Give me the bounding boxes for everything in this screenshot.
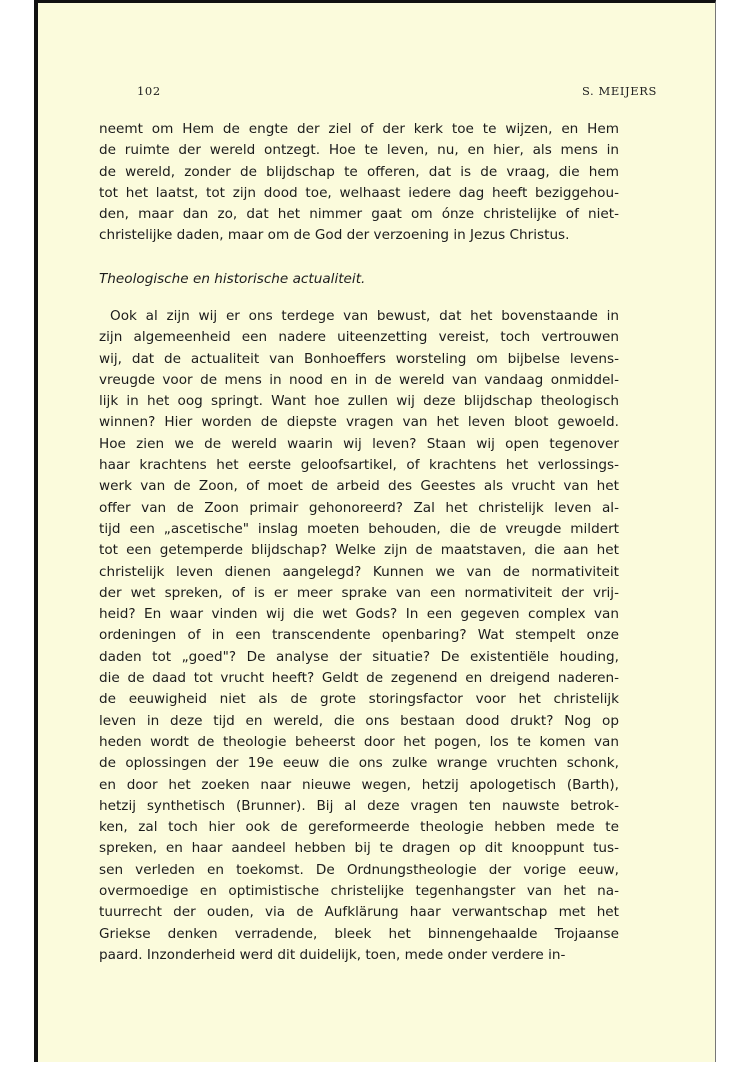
text-line: haar krachtens het eerste geloofsartikel, of krachtens het verlossings- <box>99 457 619 474</box>
text-line: daden tot „goed"? De analyse der situatie? De existentiële houding, <box>99 648 619 665</box>
text-line: tuurrecht der ouden, via de Aufklärung haar verwantschap met het <box>99 904 619 921</box>
page-number: 102 <box>137 84 161 98</box>
text-line: christelijke daden, maar om de God der verzoening in Jezus Christus. <box>99 227 570 244</box>
section-heading: Theologische en historische actualiteit. <box>99 271 366 287</box>
text-line: de wereld, zonder de blijdschap te offeren, dat is de vraag, die hem <box>99 163 619 180</box>
paragraph-2 <box>99 306 619 966</box>
text-line: tot het laatst, tot zijn dood toe, welhaast iedere dag heeft beziggehou- <box>99 184 619 201</box>
text-line: paard. Inzonderheid werd dit duidelijk, toen, mede onder verdere in- <box>99 946 566 963</box>
text-line: de eeuwigheid niet als de grote storingsfactor voor het christelijk <box>99 691 619 708</box>
text-line: spreken, en haar aandeel hebben bij te dragen op dit knooppunt tus- <box>99 840 619 857</box>
text-line: sen verleden en toekomst. De Ordnungstheologie der vorige eeuw, <box>99 861 619 878</box>
text-line: tot een getemperde blijdschap? Welke zijn de maatstaven, die aan het <box>99 542 619 559</box>
text-line: christelijk leven dienen aangelegd? Kunnen we van de normativiteit <box>99 563 619 580</box>
text-line: heden wordt de theologie beheerst door het pogen, los te komen van <box>99 733 619 750</box>
running-head: S. MEIJERS <box>581 84 657 98</box>
text-line: Hoe zien we de wereld waarin wij leven? Staan wij open tegenover <box>99 435 619 452</box>
text-line: die de daad tot vrucht heeft? Geldt de zegenend en dreigend naderen- <box>99 670 619 687</box>
text-line: ordeningen of in een transcendente openbaring? Wat stempelt onze <box>99 627 619 644</box>
text-line: neemt om Hem de engte der ziel of der kerk toe te wijzen, en Hem <box>99 121 619 137</box>
text-line: overmoedige en optimistische christelijke tegenhangster van het na- <box>99 883 619 900</box>
text-line: den, maar dan zo, dat het nimmer gaat om ónze christelijke of niet- <box>99 206 619 223</box>
text-line: lijk in het oog springt. Want hoe zullen wij deze blijdschap theologisch <box>99 393 619 410</box>
text-line: der wet spreken, of is er meer sprake van een normativiteit der vrij- <box>99 584 619 601</box>
text-line: vreugde voor de mens in nood en in de wereld van vandaag onmiddel- <box>99 371 619 388</box>
text-line: wij, dat de actualiteit van Bonhoeffers worsteling om bijbelse levens- <box>99 350 619 367</box>
text-line: ken, zal toch hier ook de gereformeerde theologie hebben mede te <box>99 819 619 836</box>
text-line: de ruimte der wereld ontzegt. Hoe te leven, nu, en hier, als mens in <box>99 142 619 159</box>
paragraph-1 <box>99 119 619 247</box>
text-line: werk van de Zoon, of moet de arbeid des Geestes als vrucht van het <box>99 478 619 495</box>
text-line: winnen? Hier worden de diepste vragen van het leven bloot gewoeld. <box>99 414 619 431</box>
text-line: Griekse denken verradende, bleek het binnengehaalde Trojaanse <box>99 925 619 942</box>
text-line: leven in deze tijd en wereld, die ons bestaan dood drukt? Nog op <box>99 712 619 729</box>
text-line: Ook al zijn wij er ons terdege van bewust, dat het bovenstaande in <box>110 308 619 324</box>
text-line: en door het zoeken naar nieuwe wegen, hetzij apologetisch (Barth), <box>99 776 619 793</box>
text-line: offer van de Zoon primair gehonoreerd? Zal het christelijk leven al- <box>99 499 619 516</box>
text-line: heid? En waar vinden wij die wet Gods? In een gegeven complex van <box>99 606 619 623</box>
text-line: zijn algemeenheid een nadere uiteenzetting vereist, toch vertrouwen <box>99 329 619 346</box>
text-line: tijd een „ascetische" inslag moeten behouden, die de vreugde mildert <box>99 520 619 537</box>
text-line: hetzij synthetisch (Brunner). Bij al deze vragen ten nauwste betrok- <box>99 797 619 814</box>
text-line: de oplossingen der 19e eeuw die ons zulke wrange vruchten schonk, <box>99 755 619 772</box>
